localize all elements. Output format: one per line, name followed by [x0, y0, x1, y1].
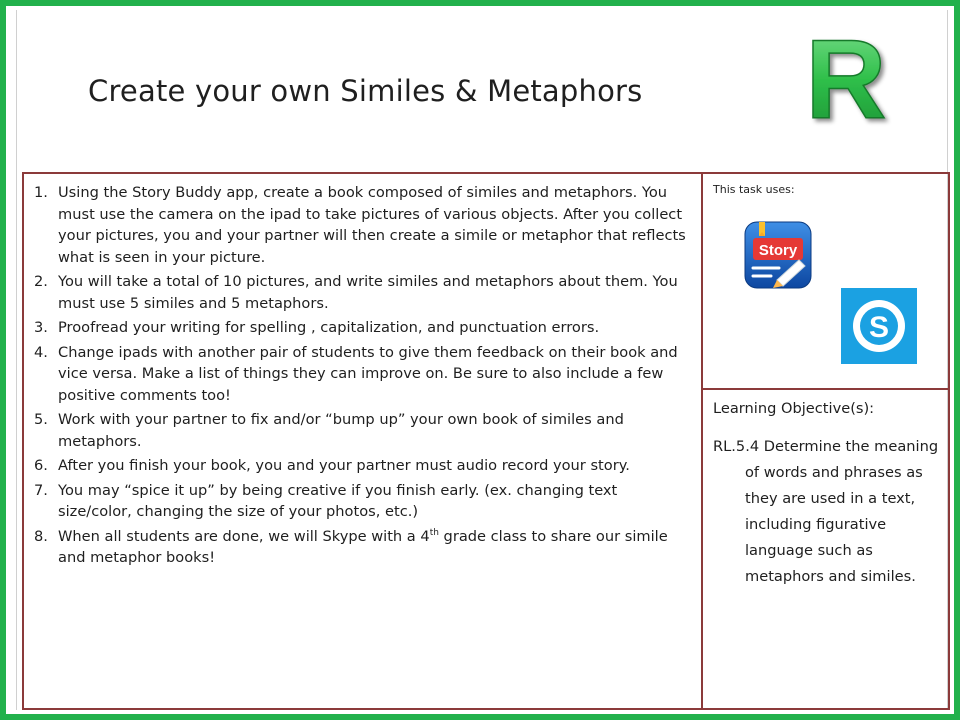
step-text: Proofread your writing for spelling , capitalization, and punctuation errors. [58, 319, 600, 336]
step-text: Change ipads with another pair of students to give them feedback on their book and vice versa. Make a list of things they can improve on. Be sure to also include a few positive comments too! [58, 343, 678, 404]
step-number: 3. [34, 319, 48, 336]
skype-icon-letter: S [868, 311, 890, 344]
ordinal-suffix: th [429, 527, 439, 538]
step-number: 1. [34, 184, 48, 201]
page-title: Create your own Similes & Metaphors [88, 74, 643, 108]
list-item [34, 182, 690, 268]
task-uses-label: This task uses: [713, 183, 795, 196]
badge-letter: R [805, 20, 887, 130]
step-text: You will take a total of 10 pictures, and write similes and metaphors about them. You must use 5 similes and 5 metaphors. [58, 273, 678, 312]
list-item [34, 526, 690, 569]
list-item [34, 271, 690, 314]
list-item [34, 480, 690, 523]
step-text: When all students are done, we will Skype with a 4 [58, 527, 430, 545]
step-text: You may “spice it up” by being creative if you finish early. (ex. changing text size/color, changing the size of your photos, etc.) [58, 481, 618, 520]
learning-objective-label: Learning Objective(s): [713, 400, 875, 417]
story-icon-label: Story [758, 242, 798, 259]
step-number: 2. [34, 273, 48, 290]
instructions-cell [24, 174, 703, 708]
step-text-continued: grade class to share our simile and metaphor books! [58, 527, 668, 566]
step-text: Work with your partner to fix and/or “bump up” your own book of similes and metaphors. [58, 411, 624, 450]
instructions-list [34, 182, 690, 572]
list-item [34, 342, 690, 407]
step-text: After you finish your book, you and your partner must audio record your story. [58, 457, 630, 474]
task-table [22, 172, 950, 710]
learning-objective-cell [703, 390, 948, 708]
list-item [34, 409, 690, 452]
step-number: 8. [34, 527, 48, 545]
list-item [34, 317, 690, 339]
learning-objective-text: RL.5.4 Determine the meaning of words and phrases as they are used in a text, including figurative language such as metaphors and similes. [713, 438, 939, 585]
step-number: 5. [34, 411, 48, 428]
story-buddy-app-icon[interactable] [743, 220, 813, 290]
step-number: 7. [34, 481, 48, 499]
skype-app-icon[interactable] [841, 288, 917, 364]
list-item [34, 455, 690, 477]
step-number: 4. [34, 343, 48, 361]
task-uses-cell [703, 174, 948, 390]
step-text: Using the Story Buddy app, create a book composed of similes and metaphors. You must use the camera on the ipad to take pictures of various objects. After you collect your pictures, you and your partner will then create a simile or metaphor that reflects what is seen in your picture. [58, 184, 686, 266]
step-number: 6. [34, 457, 48, 474]
letter-r-badge-icon [796, 20, 896, 130]
